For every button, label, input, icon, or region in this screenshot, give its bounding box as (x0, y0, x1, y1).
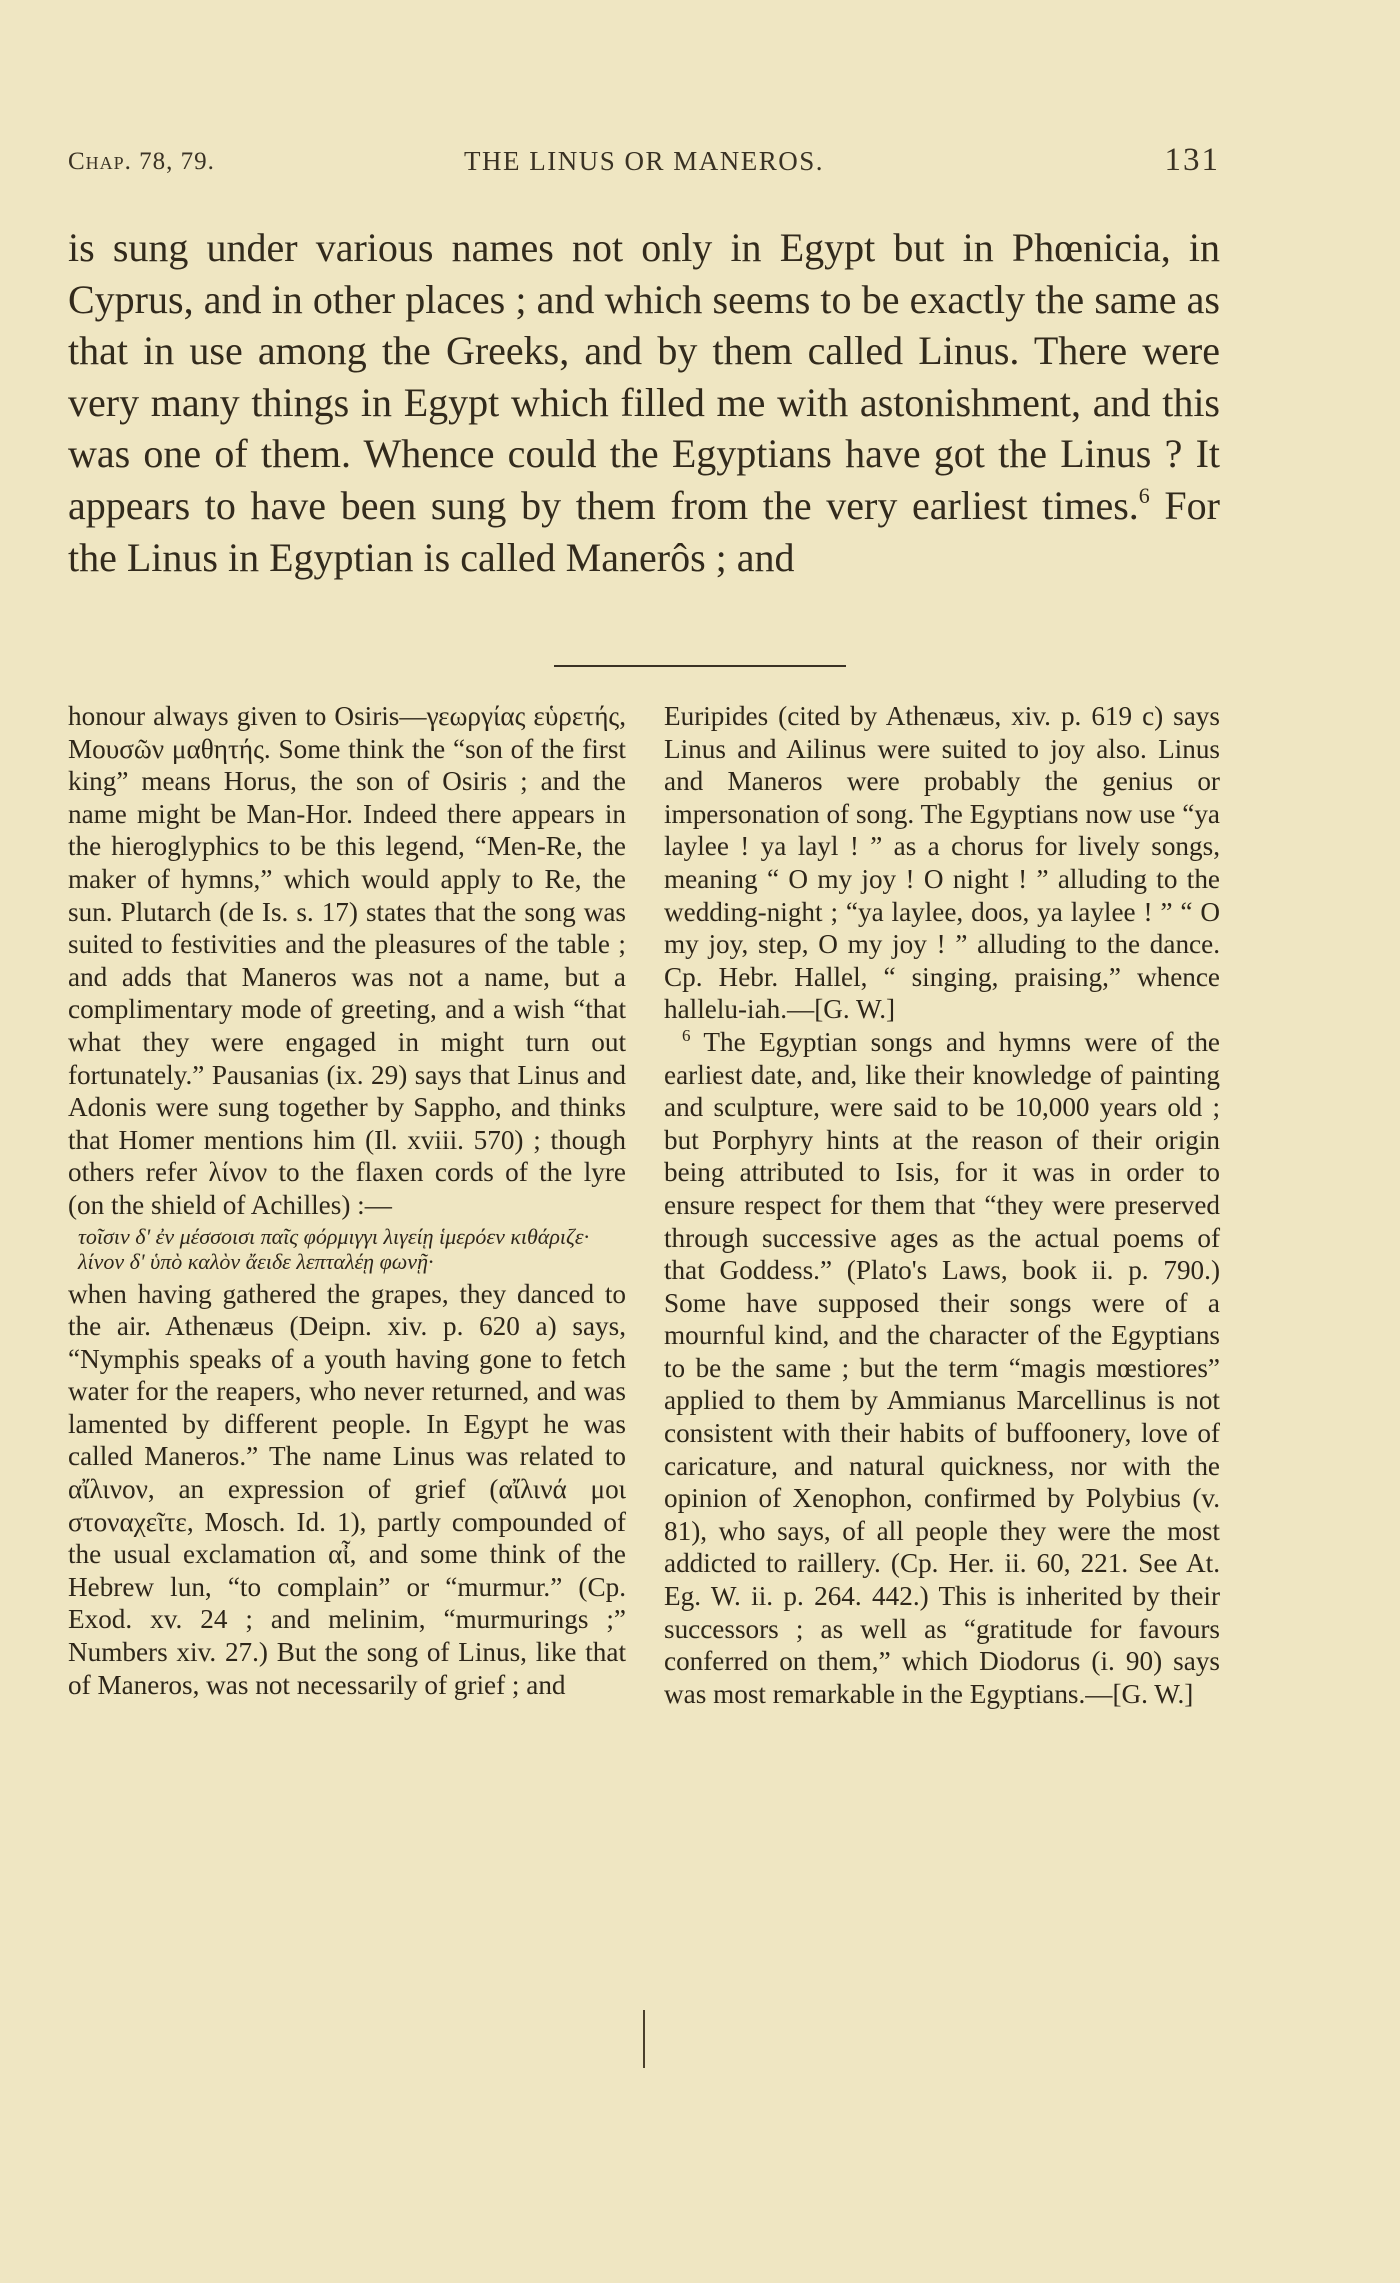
left-column-paragraph-2: when having gathered the grapes, they danced to the air. Athenæus (Deipn. xiv. p. 620 a) says, “Nymphis speaks of a youth having gone to fetch water for the reapers, who never returned, and was lamented by different people. In Egypt he was called Maneros.” The name Linus was related to αἴλινον, an expression of grief (αἴλινά μοι στοναχεῖτε, Mosch. Id. 1), partly compounded of the usual exclamation αἶ, and some think of the Hebrew lun, “to complain” or “murmur.” (Cp. Exod. xv. 24 ; and melinim, “murmurings ;” Numbers xiv. 27.) But the song of Linus, like that of Maneros, was not necessarily of grief ; and (68, 1278, 626, 1700)
chapter-reference: Chap. 78, 79. (68, 148, 215, 175)
column-divider-mark (643, 2010, 645, 2068)
main-text-before: is sung under various names not only in Egypt but in Phœnicia, in Cyprus, and in other places ; and which seems to be exactly the same as that in use among the Greeks, and by them called Linus. There were very many things in Egypt which filled me with astonishment, and this was one of them. Whence could the Egyptians have got the Linus ? It appears to have been sung by them from the very earliest times. (68, 225, 1220, 528)
footnote-reference: 6 (1138, 482, 1150, 508)
left-column-paragraph-1: honour always given to Osiris—γεωργίας εὑρετής, Μουσῶν μαθητής. Some think the “son of the first king” means Horus, the son of Osiris ; and the name might be Man-Hor. Indeed there appears in the hieroglyphics to be this legend, “Men-Re, the maker of hymns,” which would apply to Re, the sun. Plutarch (de Is. s. 17) states that the song was suited to festivities and the pleasures of the table ; and adds that Maneros was not a name, but a complimentary mode of greeting, and a wish “that what they were engaged in might turn out fortunately.” Pausanias (ix. 29) says that Linus and Adonis were sung together by Sappho, and thinks that Homer mentions him (Il. xviii. 570) ; though others refer λίνον to the flaxen cords of the lyre (on the shield of Achilles) :— (68, 701, 626, 1220)
footnote-number: 6 (682, 1025, 691, 1045)
main-paragraph (68, 222, 1220, 583)
footnote-column-left (68, 700, 626, 1701)
page-number: 131 (1164, 142, 1220, 178)
main-text-block (68, 222, 1220, 583)
footnote-6-text: The Egyptian songs and hymns were of the earliest date, and, like their knowledge of painting and sculpture, were said to be 10,000 years old ; but Porphyry hints at the reason of their origin being attributed to Isis, for it was in order to ensure respect for them that “they were preserved through successive ages as the actual poems of that Goddess.” (Plato's Laws, book ii. p. 790.) Some have supposed their songs were of a mournful kind, and the character of the Egyptians to be the same ; but the term “magis mœstiores” applied to them by Ammianus Marcellinus is not consistent with their habits of buffoonery, love of caricature, and natural quickness, nor with the opinion of Xenophon, confirmed by Polybius (v. 81), who says, of all people they were the most addicted to raillery. (Cp. Her. ii. 60, 221. See At. Eg. W. ii. p. 264. 442.) This is inherited by their successors ; as well as “gratitude for favours conferred on them,” which Diodorus (i. 90) says was most remarkable in the Egyptians.—[G. W.] (664, 1026, 1220, 1709)
footnote-separator-rule (554, 665, 846, 667)
footnote-6 (664, 1026, 1220, 1710)
right-column-paragraph-1: Euripides (cited by Athenæus, xiv. p. 619 c) says Linus and Ailinus were suited to joy also. Linus and Maneros were probably the genius or impersonation of song. The Egyptians now use “ya laylee ! ya layl ! ” as a chorus for lively songs, meaning “ O my joy ! O night ! ” alluding to the wedding-night ; “ya laylee, doos, ya laylee ! ” “ O my joy, step, O my joy ! ” alluding to the dance. Cp. Hebr. Hallel, “ singing, praising,” whence hallelu-iah.—[G. W.] (664, 701, 1220, 1025)
running-header (68, 142, 1220, 182)
footnote-column-right (664, 700, 1220, 1710)
greek-verse-quotation: τοῖσιν δ' ἐν μέσσοισι παῖς φόρμιγγι λιγείῃ ἱμερόεν κιθάριζε· λίνον δ' ὑπὸ καλὸν ἄειδε λεπταλέῃ φωνῇ· (78, 1223, 590, 1274)
main-text-after: For the Linus in Egyptian is called Manerôs ; and (68, 482, 1220, 580)
running-title: THE LINUS OR MANEROS. (463, 146, 824, 176)
